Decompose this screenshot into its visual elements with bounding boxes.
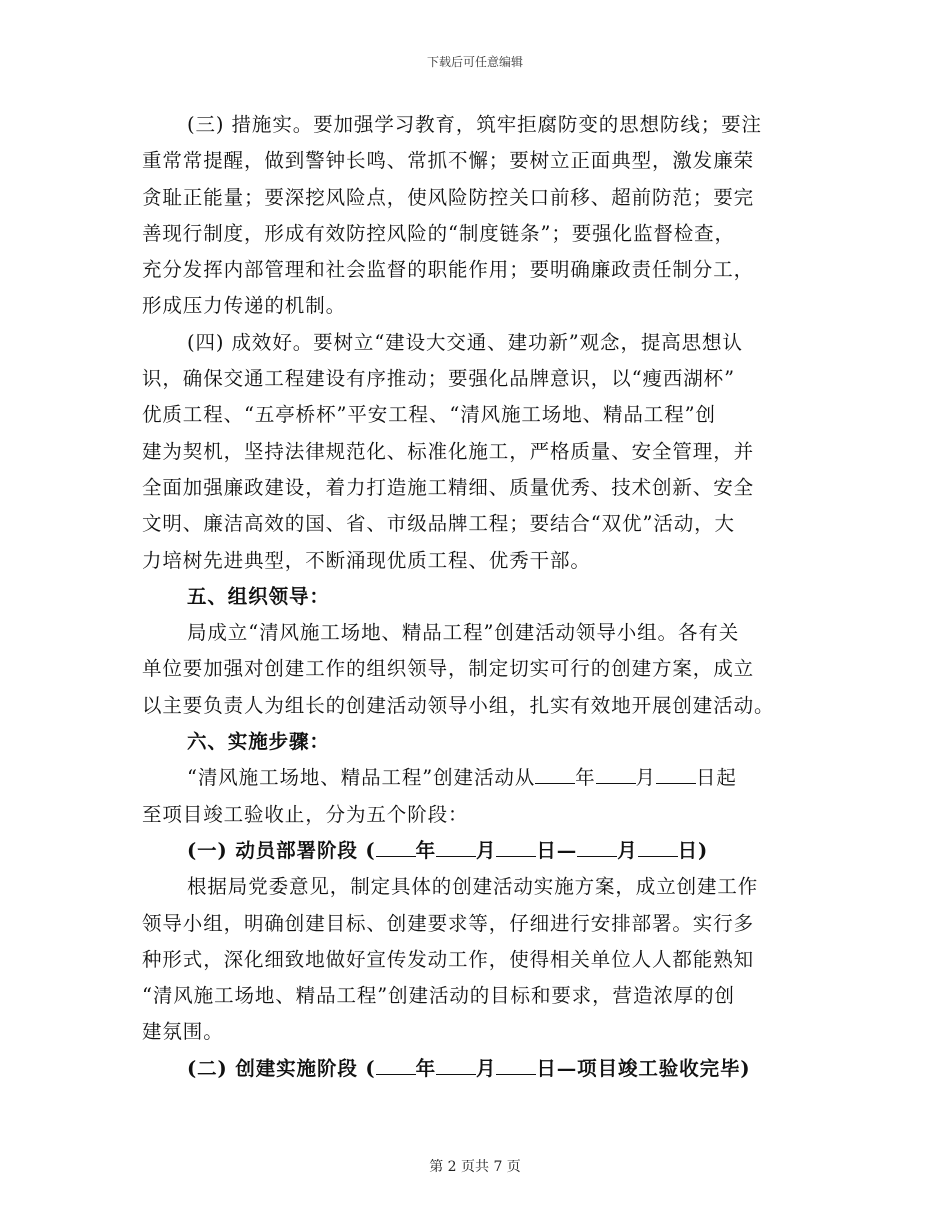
paragraph-line: 以主要负责人为组长的创建活动领导小组，扎实有效地开展创建活动。 [142, 693, 775, 717]
step-intro-prefix: “清风施工场地、精品工程”创建活动从 [187, 766, 536, 790]
date-blank [436, 834, 476, 857]
date-blank [656, 761, 696, 784]
month-label: 月 [475, 1056, 497, 1080]
day-label: 日) [677, 838, 709, 862]
section-heading: 五、组织领导： [187, 584, 330, 608]
paragraph-line: 种形式，深化细致地做好宣传发动工作，使得相关单位人人都能熟知 [142, 947, 755, 971]
year-label: 年 [575, 766, 596, 790]
paragraph-line: (三) 措施实。要加强学习教育，筑牢拒腐防变的思想防线；要注 [187, 113, 762, 136]
year-label: 年 [415, 1056, 436, 1080]
date-blank [376, 834, 416, 857]
year-label: 年 [415, 838, 436, 862]
paragraph-line: 建为契机，坚持法律规范化、标准化施工，严格质量、安全管理，并 [142, 439, 755, 463]
paragraph-line: 力培树先进典型，不断涌现优质工程、优秀干部。 [142, 548, 591, 572]
stage-heading [142, 833, 810, 869]
stage-heading [142, 1051, 810, 1087]
section-heading: 六、实施步骤： [187, 730, 330, 754]
stage-prefix: (一) 动员部署阶段 ( [187, 838, 376, 862]
date-blank [496, 834, 536, 857]
paragraph-line: 优质工程、“五亭桥杯”平安工程、“清风施工场地、精品工程”创 [142, 403, 716, 427]
paragraph-line: 识，确保交通工程建设有序推动；要强化品牌意识，以“瘦西湖杯” [142, 367, 735, 391]
date-blank [376, 1052, 416, 1075]
paragraph-line [142, 760, 810, 796]
month-label: 月 [635, 766, 656, 790]
paragraph-line: 领导小组，明确创建目标、创建要求等，仔细进行安排部署。实行多 [142, 911, 755, 935]
paragraph-line: 建氛围。 [142, 1020, 224, 1044]
date-blank [496, 1052, 536, 1075]
paragraph-line: 单位要加强对创建工作的组织领导，制定切实可行的创建方案，成立 [142, 657, 755, 681]
paragraph-line: 全面加强廉政建设，着力打造施工精细、质量优秀、技术创新、安全 [142, 475, 755, 499]
day-label: 日—项目竣工验收完毕) [536, 1056, 751, 1080]
paragraph-line: “清风施工场地、精品工程”创建活动的目标和要求，营造浓厚的创 [142, 984, 735, 1008]
month-label: 月 [617, 838, 638, 862]
date-blank [638, 834, 678, 857]
paragraph-line: (四) 成效好。要树立“建设大交通、建功新”观念，提高思想认 [187, 330, 743, 354]
day-label: 日起 [695, 766, 737, 790]
month-label: 月 [475, 838, 497, 862]
page-header: 下载后可任意编辑 [426, 55, 523, 69]
paragraph-line: 形成压力传递的机制。 [142, 294, 347, 318]
paragraph-line: 贪耻正能量；要深挖风险点，使风险防控关口前移、超前防范；要完 [142, 185, 755, 209]
document-body [142, 107, 810, 1087]
stage-prefix: (二) 创建实施阶段 ( [187, 1056, 376, 1080]
paragraph-line: 善现行制度，形成有效防控风险的“制度链条”；要强化监督检查， [142, 221, 735, 245]
paragraph-line: 重常常提醒，做到警钟长鸣、常抓不懈；要树立正面典型，激发廉荣 [142, 149, 755, 173]
day-label: 日— [536, 838, 578, 862]
paragraph-line: 根据局党委意见，制定具体的创建活动实施方案，成立创建工作 [187, 875, 759, 899]
paragraph-line: 局成立“清风施工场地、精品工程”创建活动领导小组。各有关 [187, 621, 740, 645]
date-blank [436, 1052, 476, 1075]
date-blank [535, 761, 575, 784]
date-blank [596, 761, 636, 784]
paragraph-line: 至项目竣工验收止，分为五个阶段： [142, 802, 469, 826]
paragraph-line: 充分发挥内部管理和社会监督的职能作用；要明确廉政责任制分工， [142, 258, 755, 282]
page-footer: 第 2 页共 7 页 [429, 1159, 521, 1175]
date-blank [577, 834, 617, 857]
paragraph-line: 文明、廉洁高效的国、省、市级品牌工程；要结合“双优”活动，大 [142, 512, 735, 536]
